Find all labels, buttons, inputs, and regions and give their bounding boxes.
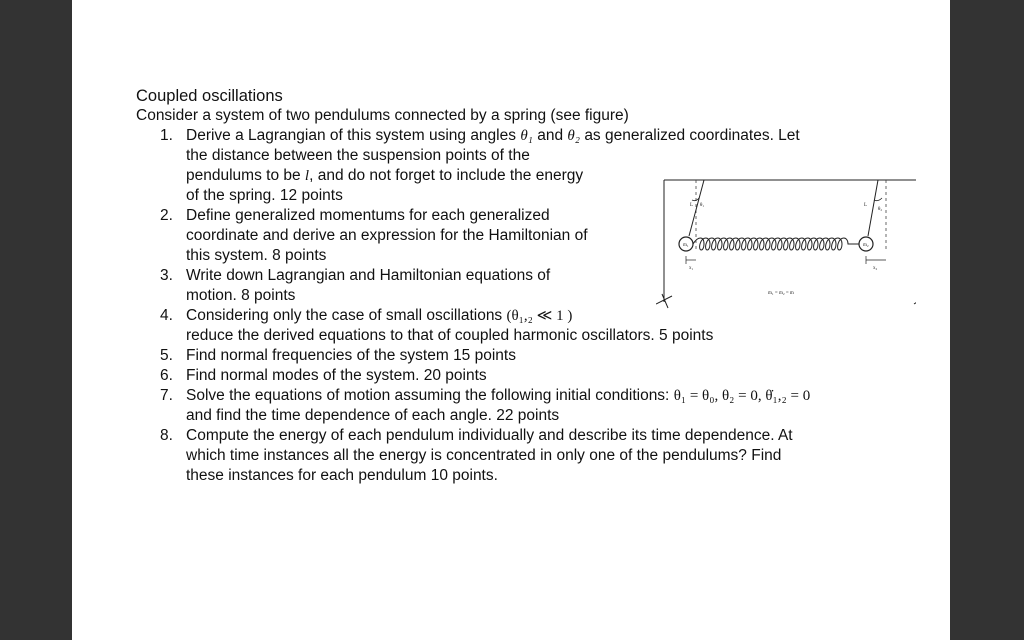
list-item: 5. Find normal frequencies of the system 15 points [160, 347, 516, 364]
small-angle-condition: (θ₁,₂ ≪ 1 ) [506, 308, 573, 324]
label-theta1: θ₁ [700, 203, 705, 208]
label-L-right: L [864, 203, 868, 208]
left-pendulum-rod [689, 180, 704, 236]
intro-text: Consider a system of two pendulums connected by a spring (see figure) [136, 107, 629, 124]
list-item: 6. Find normal modes of the system. 20 points [160, 367, 487, 384]
label-x2: x₂ [873, 266, 878, 271]
theta1-symbol: θ₁ [520, 128, 533, 144]
list-item: 2. Define generalized momentums for each generalized coordinate and derive an expression for the Hamiltonian of this system. 8 points [160, 207, 588, 264]
list-item: 7. Solve the equations of motion assuming the following initial conditions: θ₁ = θ₀, θ₂ = 0, θ̇₁,₂ = 0 and find the time dependence of each angle. 22 points [160, 387, 811, 424]
label-x1: x₁ [689, 266, 694, 271]
theta2-symbol: θ₂ [567, 128, 580, 144]
list-item: 4. Considering only the case of small oscillations (θ₁,₂ ≪ 1 ) reduce the derived equations to that of coupled harmonic oscillators. 5 points [160, 307, 714, 344]
spring [693, 238, 859, 250]
initial-conditions: θ₁ = θ₀, θ₂ = 0, θ̇₁,₂ = 0 [673, 388, 811, 404]
page-title: Coupled oscillations [136, 87, 283, 105]
right-pendulum-rod [868, 180, 878, 236]
right-ground-mark [914, 294, 916, 308]
label-mass-relation: m₁ = m₂ = m [768, 291, 794, 296]
label-theta2: θ₂ [878, 207, 883, 212]
pendulum-diagram [656, 172, 916, 322]
label-mass2: m₂ [863, 243, 869, 248]
document-page [72, 0, 950, 640]
left-angle-arc [692, 198, 699, 201]
coupled-pendulum-figure [656, 172, 916, 322]
label-mass1: m₁ [683, 243, 689, 248]
list-item: 3. Write down Lagrangian and Hamiltonian equations of motion. 8 points [160, 267, 551, 304]
label-L-left: L [690, 203, 694, 208]
l-symbol: l [304, 168, 310, 184]
list-item: 1. Derive a Lagrangian of this system using angles θ₁ and θ₂ as generalized coordinates. Let the distance between the suspension points of the pendulums to be l, and do not forget to include the energy of the spring. 12 points [160, 127, 800, 204]
list-item: 8. Compute the energy of each pendulum individually and describe its time dependence. At which time instances all the energy is concentrated in only one of the pendulums? Find these instances for each pendulum 10 points. [160, 427, 793, 484]
